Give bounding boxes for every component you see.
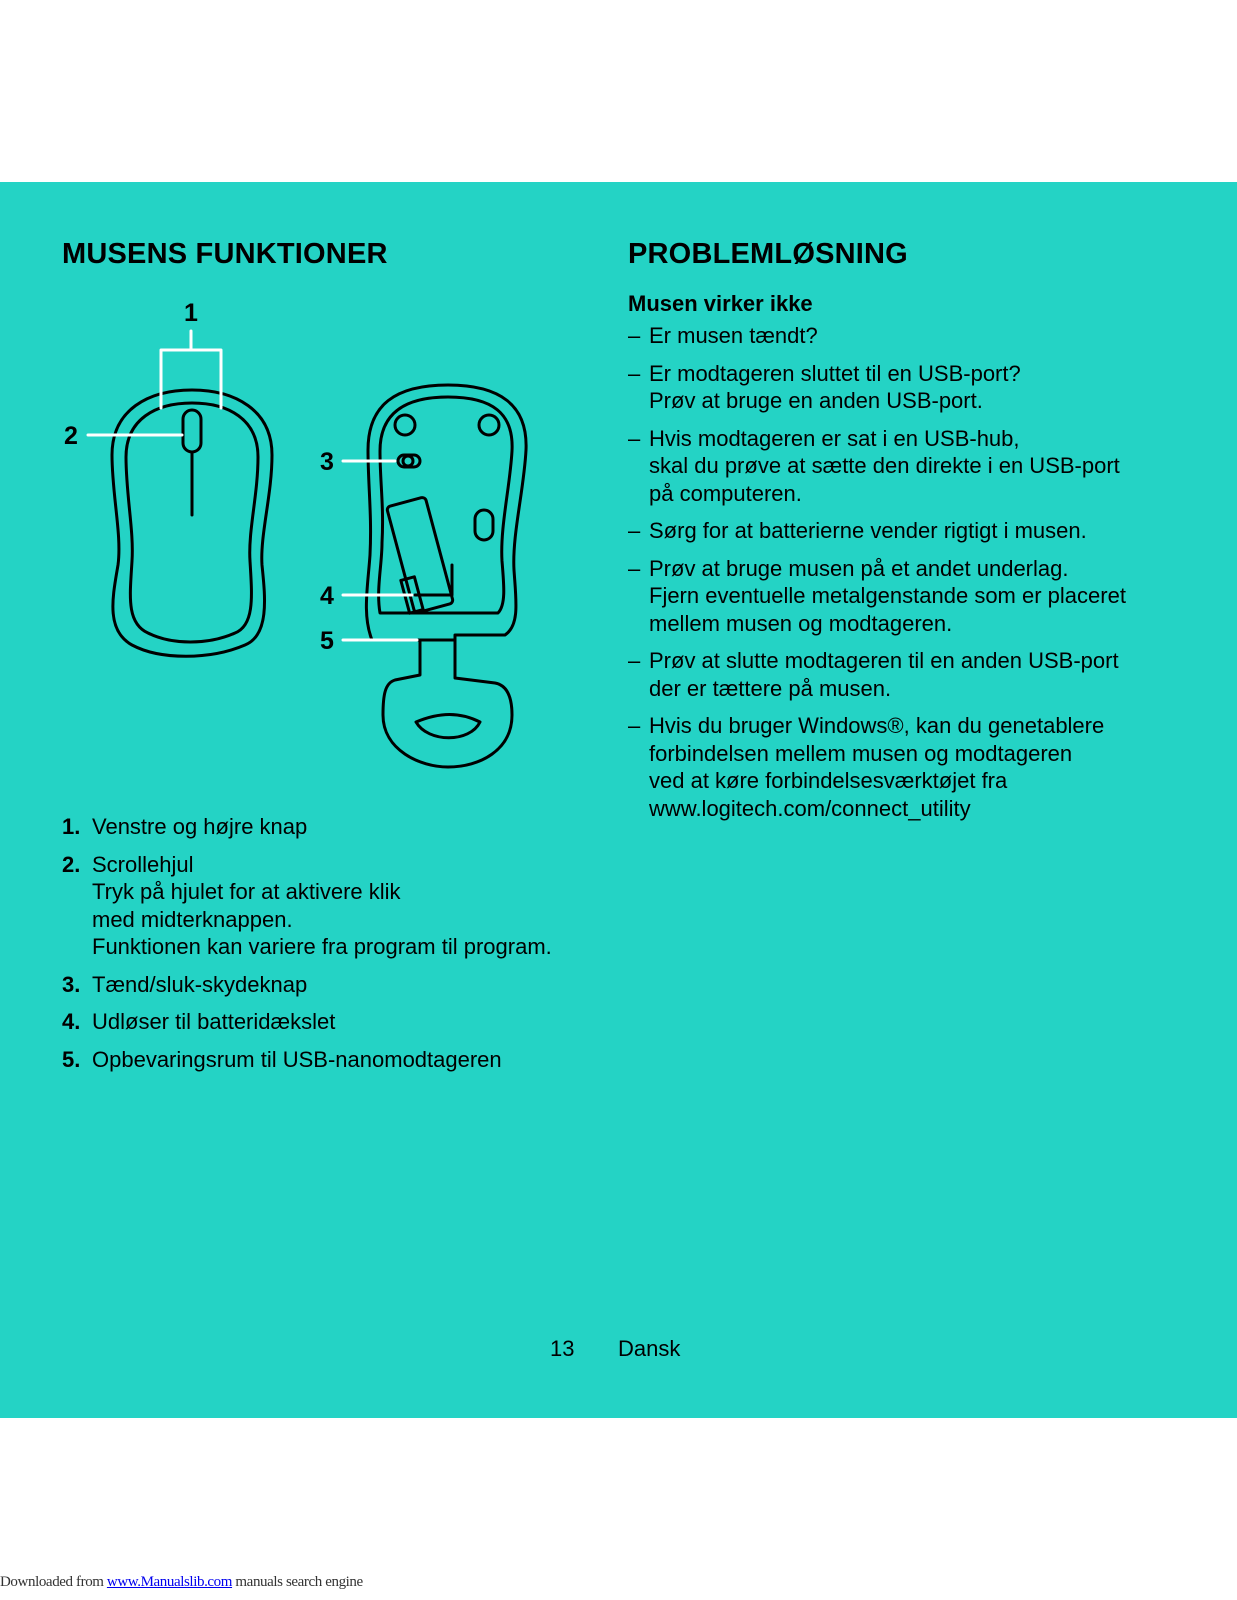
list-item: – Hvis du bruger Windows®, kan du genetablere forbindelsen mellem musen og modtageren ved at køre forbindelsesværktøjet fra www.logitech.com/connect_utility <box>628 713 1105 821</box>
list-item: – Sørg for at batterierne vender rigtigt i musen. <box>628 518 1087 543</box>
features-title: MUSENS FUNKTIONER <box>62 238 388 270</box>
list-item: 3. Tænd/sluk-skydeknap <box>62 971 308 997</box>
callout-1: 1 <box>184 299 198 327</box>
mouse-diagram <box>50 295 570 795</box>
features-list <box>62 813 622 1083</box>
list-item: 5. Opbevaringsrum til USB-nanomodtageren <box>62 1046 502 1072</box>
list-item: 4. Udløser til batteridækslet <box>62 1009 336 1034</box>
receiver-storage-icon <box>383 640 512 767</box>
list-item: – Prøv at bruge musen på et andet underlag. Fjern eventuelle metalgenstande som er placeret mellem musen og modtageren. <box>628 555 1126 636</box>
callout-2: 2 <box>64 422 78 450</box>
download-note: Downloaded from www.Manualslib.com manuals search engine <box>0 1574 363 1590</box>
callout-3: 3 <box>320 448 334 476</box>
manualslib-link[interactable]: www.Manualslib.com <box>106 1574 233 1590</box>
troubleshooting-list <box>628 322 1188 822</box>
list-item: 1. Venstre og højre knap <box>62 814 308 839</box>
scroll-wheel-icon <box>183 410 201 452</box>
page-language: Dansk <box>618 1336 681 1361</box>
callout-4: 4 <box>320 582 334 610</box>
troubleshooting-section <box>628 290 1188 832</box>
list-item: – Er musen tændt? <box>628 323 818 348</box>
list-item: – Prøv at slutte modtageren til en anden USB-port der er tættere på musen. <box>628 648 1119 701</box>
list-item: – Er modtageren sluttet til en USB-port? Prøv at bruge en anden USB-port. <box>628 360 1021 413</box>
troubleshooting-subtitle: Musen virker ikke <box>628 291 813 316</box>
list-item: 2. Scrollehjul Tryk på hjulet for at aktivere klik med midterknappen. Funktionen kan variere fra program til program. <box>62 851 552 959</box>
mouse-top-inner-icon <box>126 403 258 642</box>
callout-5: 5 <box>320 627 334 655</box>
list-item: – Hvis modtageren er sat i en USB-hub, skal du prøve at sætte den direkte i en USB-port på computeren. <box>628 425 1120 506</box>
troubleshooting-title: PROBLEMLØSNING <box>628 238 908 270</box>
page-number: 13 <box>550 1336 575 1361</box>
